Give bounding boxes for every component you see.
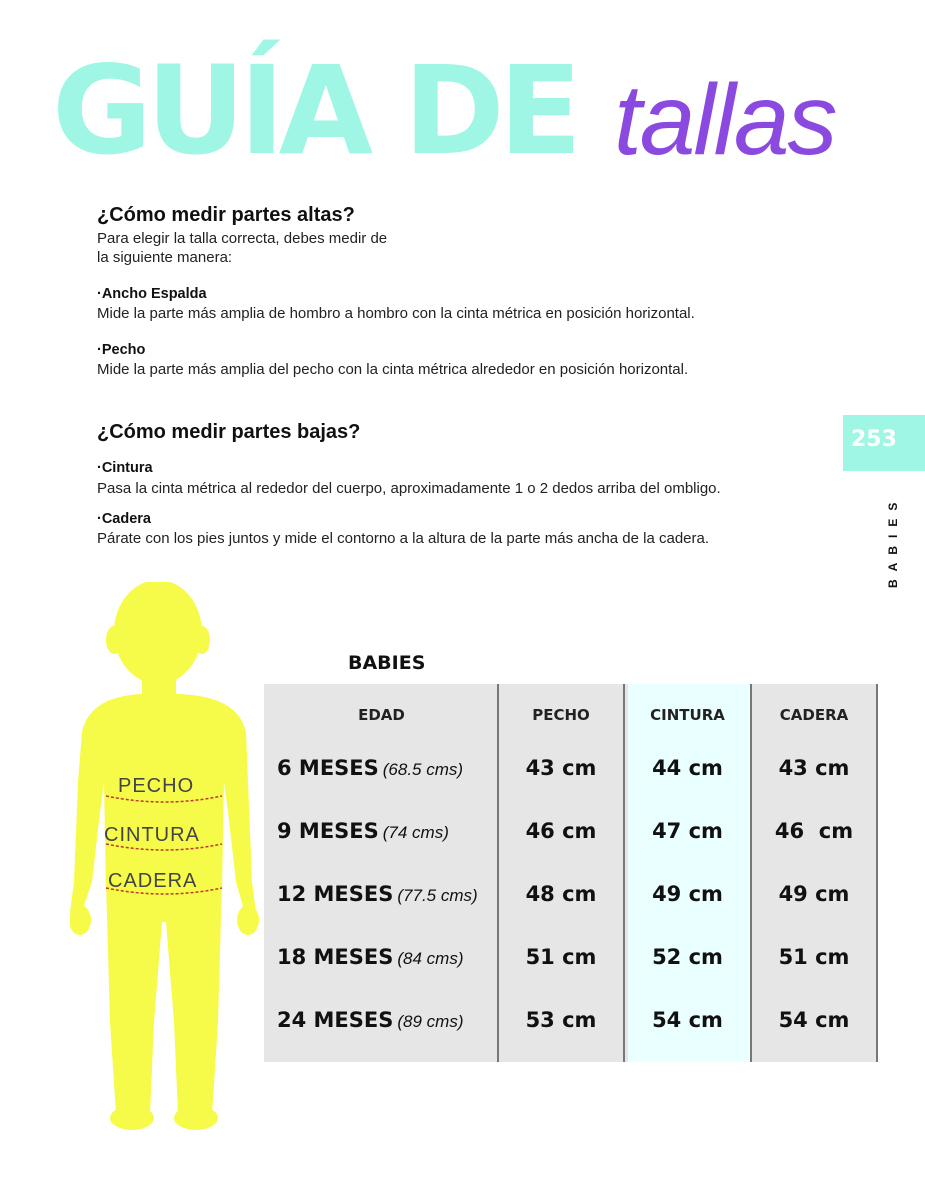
table-row xyxy=(277,945,464,969)
desc-cintura: Pasa la cinta métrica al rededor del cuerpo, aproximadamente 1 o 2 dedos arriba del ombligo. xyxy=(97,480,721,497)
title-tallas: tallas xyxy=(614,64,836,176)
table-divider xyxy=(497,684,499,1062)
term-cadera: ·Cadera xyxy=(97,511,151,527)
figure-label-pecho: PECHO xyxy=(118,775,195,797)
cell-cadera: 43 cm xyxy=(778,756,850,780)
row-age: 6 MESES xyxy=(277,756,379,780)
term-ancho-espalda: ·Ancho Espalda xyxy=(97,286,207,302)
cell-cadera: 54 cm xyxy=(778,1008,850,1032)
row-age: 18 MESES xyxy=(277,945,394,969)
size-table xyxy=(264,684,878,1062)
cell-cintura: 54 cm xyxy=(652,1008,723,1032)
cell-cintura: 47 cm xyxy=(652,819,723,843)
header-pecho: PECHO xyxy=(532,706,590,724)
cell-pecho: 46 cm xyxy=(525,819,597,843)
table-caption: BABIES xyxy=(348,652,426,674)
cintura-column-highlight xyxy=(628,684,752,1062)
figure-label-cadera: CADERA xyxy=(108,870,198,892)
child-silhouette xyxy=(70,582,260,1132)
desc-ancho-espalda: Mide la parte más amplia de hombro a hombro con la cinta métrica en posición horizontal. xyxy=(97,305,695,322)
table-divider xyxy=(876,684,878,1062)
lower-heading: ¿Cómo medir partes bajas? xyxy=(97,421,361,443)
desc-pecho: Mide la parte más amplia del pecho con la cinta métrica alrededor en posición horizontal. xyxy=(97,361,689,378)
desc-cadera: Párate con los pies juntos y mide el contorno a la altura de la parte más ancha de la cadera. xyxy=(97,530,710,547)
cell-pecho: 53 cm xyxy=(525,1008,597,1032)
cell-cintura: 52 cm xyxy=(652,945,723,969)
figure-label-cintura: CINTURA xyxy=(104,824,200,846)
table-row xyxy=(277,756,463,780)
cell-pecho: 48 cm xyxy=(525,882,597,906)
section-side-label: BABIES xyxy=(886,494,900,588)
page-number-tab xyxy=(843,415,925,471)
table-row xyxy=(277,819,449,843)
cell-cintura: 49 cm xyxy=(652,882,723,906)
row-height: (77.5 cms) xyxy=(397,886,478,905)
table-row xyxy=(277,1008,464,1032)
upper-heading: ¿Cómo medir partes altas? xyxy=(97,204,355,226)
cell-cintura: 44 cm xyxy=(652,756,723,780)
cell-cadera: 49 cm xyxy=(778,882,850,906)
header-cadera: CADERA xyxy=(779,706,849,724)
cell-pecho: 51 cm xyxy=(525,945,597,969)
table-row xyxy=(277,882,478,906)
upper-intro-line2: la siguiente manera: xyxy=(97,249,233,266)
cell-cadera: 51 cm xyxy=(778,945,850,969)
row-height: (68.5 cms) xyxy=(382,760,464,779)
cell-pecho: 43 cm xyxy=(525,756,597,780)
upper-intro-line1: Para elegir la talla correcta, debes medir de xyxy=(97,230,388,247)
term-cintura: ·Cintura xyxy=(97,460,153,476)
cell-cadera: 46 cm xyxy=(774,819,854,843)
child-silhouette-graphic xyxy=(70,582,260,1132)
row-age: 12 MESES xyxy=(277,882,394,906)
row-height: (84 cms) xyxy=(397,949,464,968)
table-divider xyxy=(623,684,625,1062)
header-edad: EDAD xyxy=(358,706,405,724)
row-age: 24 MESES xyxy=(277,1008,394,1032)
row-height: (89 cms) xyxy=(397,1012,464,1031)
row-height: (74 cms) xyxy=(382,823,449,842)
term-pecho: ·Pecho xyxy=(97,342,146,358)
table-divider xyxy=(750,684,752,1062)
row-age: 9 MESES xyxy=(277,819,379,843)
title-guia-de: GUÍA DE xyxy=(52,40,577,182)
page-number: 253 xyxy=(851,427,897,452)
header-cintura: CINTURA xyxy=(650,706,725,724)
